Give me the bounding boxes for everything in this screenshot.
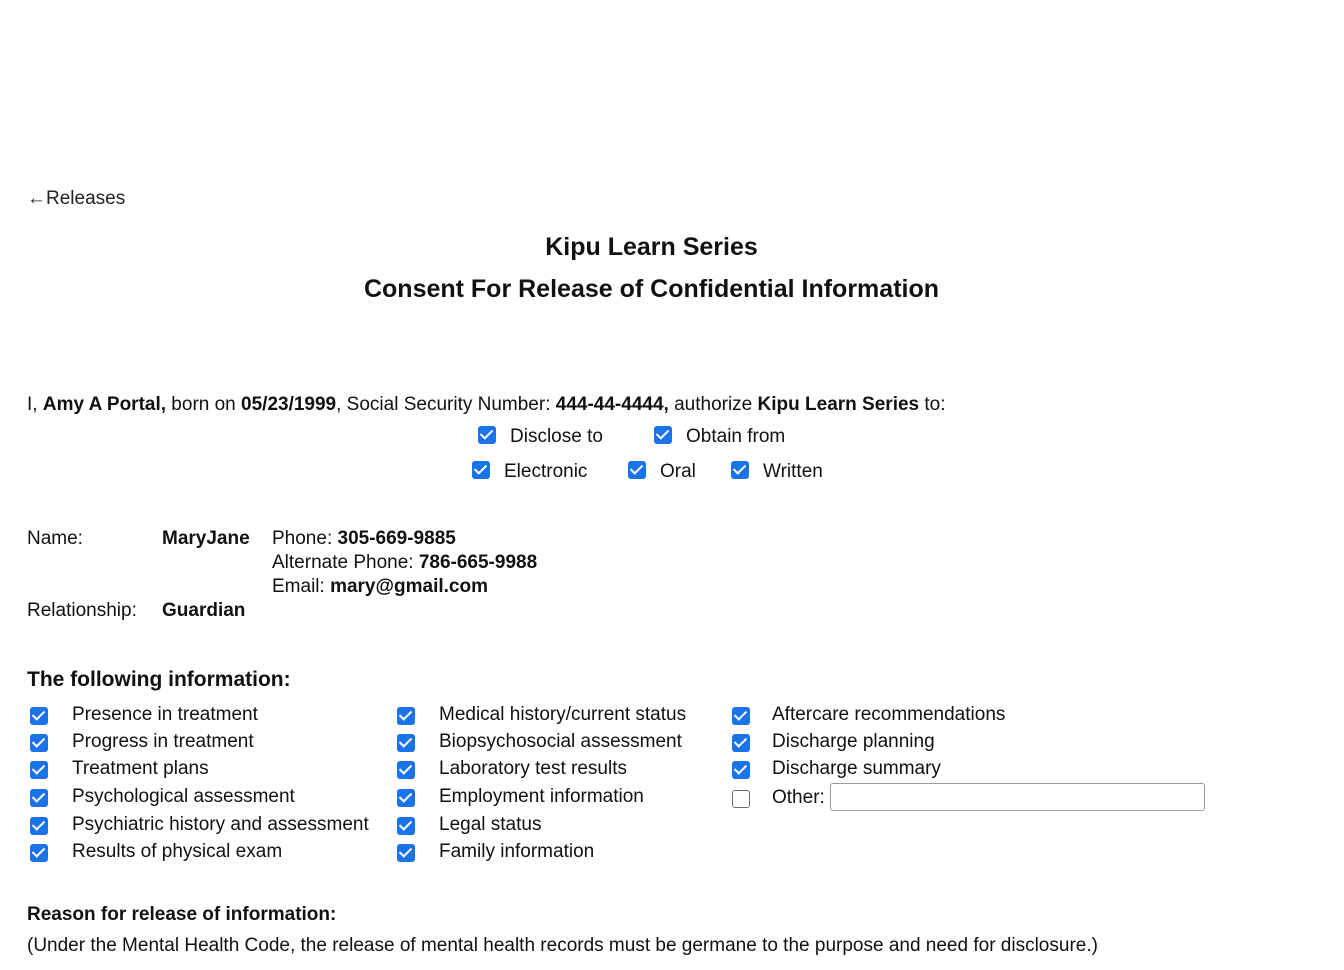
option-label: Oral bbox=[660, 461, 696, 482]
info-label: Legal status bbox=[439, 814, 542, 835]
email-label: Email: bbox=[272, 576, 331, 597]
patient-dob: 05/23/1999 bbox=[241, 394, 337, 415]
phone-label: Phone: bbox=[272, 528, 338, 549]
option-label: Electronic bbox=[504, 461, 588, 482]
info-checkbox[interactable] bbox=[732, 734, 750, 752]
info-checkbox[interactable] bbox=[732, 790, 750, 808]
statement-text: born on bbox=[166, 394, 242, 415]
patient-name: Amy A Portal, bbox=[42, 394, 167, 415]
phone-value: 305-669-9885 bbox=[337, 528, 456, 549]
relationship-label: Relationship: bbox=[27, 600, 137, 621]
patient-ssn: 444-44-4444, bbox=[555, 394, 669, 415]
info-label: Presence in treatment bbox=[72, 704, 258, 725]
written-checkbox[interactable] bbox=[731, 461, 749, 479]
info-label: Psychological assessment bbox=[72, 786, 295, 807]
written-option[interactable] bbox=[731, 461, 823, 483]
information-section-heading: The following information: bbox=[27, 668, 291, 691]
name-label: Name: bbox=[27, 528, 83, 549]
reason-heading: Reason for release of information: bbox=[27, 904, 337, 925]
info-checkbox[interactable] bbox=[397, 817, 415, 835]
facility-title: Kipu Learn Series bbox=[545, 233, 758, 261]
oral-option[interactable] bbox=[628, 461, 696, 483]
facility-name: Kipu Learn Series bbox=[757, 394, 920, 415]
info-checkbox[interactable] bbox=[30, 844, 48, 862]
statement-prefix: I, bbox=[27, 394, 43, 415]
option-label: Written bbox=[763, 461, 823, 482]
info-label: Family information bbox=[439, 841, 595, 862]
info-label: Discharge planning bbox=[772, 731, 935, 752]
recipient-name bbox=[162, 528, 250, 550]
email-value: mary@gmail.com bbox=[330, 576, 488, 597]
electronic-option[interactable] bbox=[472, 461, 587, 483]
info-label: Treatment plans bbox=[72, 758, 209, 779]
info-checkbox[interactable] bbox=[397, 789, 415, 807]
info-checkbox[interactable] bbox=[397, 707, 415, 725]
statement-text: , Social Security Number: bbox=[336, 394, 556, 415]
info-label: Biopsychosocial assessment bbox=[439, 731, 682, 752]
relationship bbox=[162, 600, 245, 622]
reason-note: (Under the Mental Health Code, the release of mental health records must be germane to the purpose and need for disclosure.) bbox=[27, 935, 1098, 956]
info-checkbox[interactable] bbox=[732, 761, 750, 779]
alt-phone-label: Alternate Phone: bbox=[272, 552, 419, 573]
info-label: Results of physical exam bbox=[72, 841, 283, 862]
statement-text: authorize bbox=[668, 394, 758, 415]
info-label: Medical history/current status bbox=[439, 704, 687, 725]
info-label: Other: bbox=[772, 787, 825, 808]
alt-phone-line bbox=[272, 552, 537, 574]
email-line bbox=[272, 576, 488, 598]
info-checkbox[interactable] bbox=[30, 707, 48, 725]
back-to-releases-link[interactable]: ←Releases bbox=[27, 188, 126, 209]
info-checkbox[interactable] bbox=[397, 844, 415, 862]
disclose-to-option[interactable] bbox=[478, 426, 603, 448]
info-checkbox[interactable] bbox=[30, 761, 48, 779]
electronic-checkbox[interactable] bbox=[472, 461, 490, 479]
info-label: Discharge summary bbox=[772, 758, 941, 779]
disclose-to-checkbox[interactable] bbox=[478, 426, 496, 444]
info-label: Progress in treatment bbox=[72, 731, 254, 752]
info-checkbox[interactable] bbox=[397, 761, 415, 779]
obtain-from-option[interactable] bbox=[654, 426, 785, 448]
info-label: Employment information bbox=[439, 786, 644, 807]
recipient-name-value: MaryJane bbox=[162, 528, 250, 549]
info-checkbox[interactable] bbox=[732, 707, 750, 725]
statement-suffix: to: bbox=[919, 394, 946, 415]
alt-phone-value: 786-665-9988 bbox=[418, 552, 538, 573]
form-title: Consent For Release of Confidential Information bbox=[363, 275, 940, 303]
phone-line bbox=[272, 528, 456, 550]
info-label: Psychiatric history and assessment bbox=[72, 814, 369, 835]
info-label: Laboratory test results bbox=[439, 758, 627, 779]
info-checkbox[interactable] bbox=[30, 817, 48, 835]
option-label: Disclose to bbox=[510, 426, 603, 447]
option-label: Obtain from bbox=[686, 426, 786, 447]
info-checkbox[interactable] bbox=[30, 789, 48, 807]
relationship-value: Guardian bbox=[162, 600, 246, 621]
info-checkbox[interactable] bbox=[397, 734, 415, 752]
oral-checkbox[interactable] bbox=[628, 461, 646, 479]
info-checkbox[interactable] bbox=[30, 734, 48, 752]
other-info-input[interactable] bbox=[830, 783, 1205, 811]
info-label: Aftercare recommendations bbox=[772, 704, 1006, 725]
authorization-statement bbox=[27, 394, 946, 416]
obtain-from-checkbox[interactable] bbox=[654, 426, 672, 444]
